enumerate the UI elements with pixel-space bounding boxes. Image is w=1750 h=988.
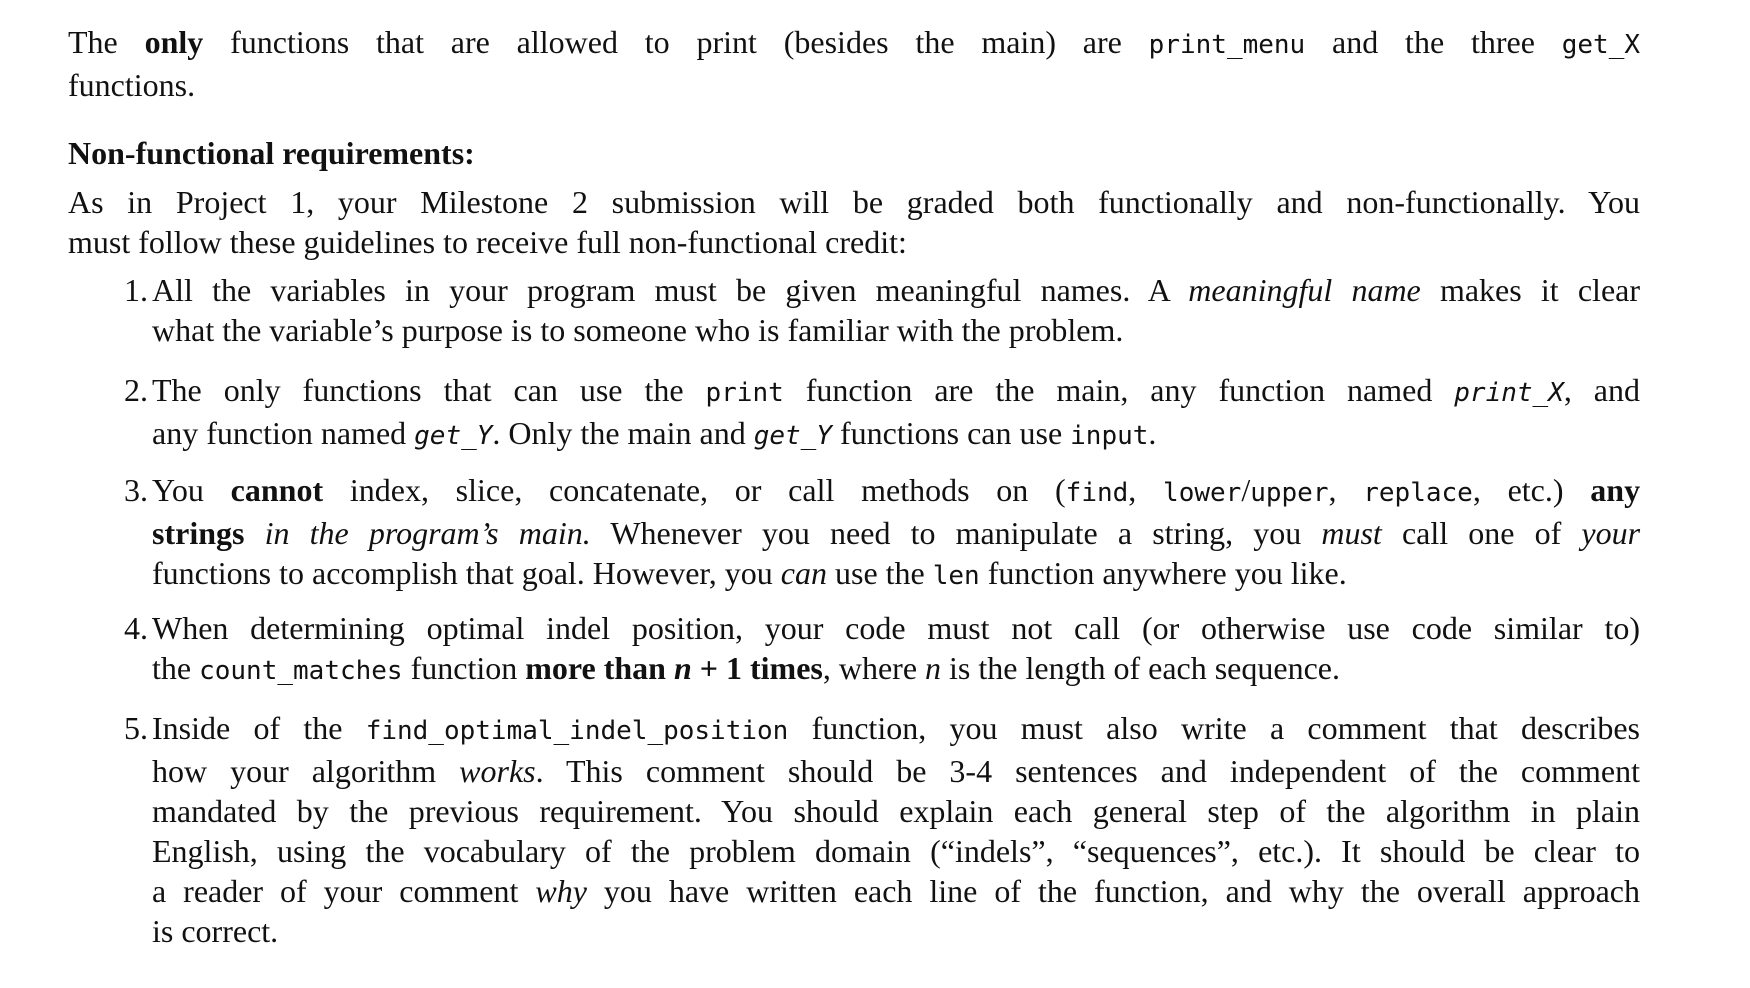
code-input: input xyxy=(1070,421,1149,451)
list-number: 5. xyxy=(124,710,148,746)
item-line: mandated by the previous requirement. You should explain each general step of the algorithm in plain xyxy=(152,793,1640,829)
code-count-matches: count_matches xyxy=(199,656,403,686)
item-emphasis: must xyxy=(1321,515,1382,551)
list-item-text xyxy=(152,470,1640,596)
item-text-run: . This comment should be 3-4 sentences and independent of the comment xyxy=(535,753,1641,789)
item-text-run: function, you must also write a comment that describes xyxy=(788,710,1641,746)
item-text-run: use the xyxy=(827,555,933,591)
item-emphasis: + 1 xyxy=(691,650,742,686)
item-text-run: functions can use xyxy=(831,415,1071,451)
item-line xyxy=(152,513,1640,553)
math-n: n xyxy=(925,650,942,686)
code-print: print xyxy=(705,378,784,408)
item-line xyxy=(152,708,1640,751)
item-text-run: functions to accomplish that goal. However, you xyxy=(152,555,781,591)
item-text-run: . Only the main and xyxy=(492,415,754,451)
intro-emphasis: only xyxy=(144,24,204,60)
item-text-run: call one of xyxy=(1381,515,1582,551)
item-emphasis: your xyxy=(1581,515,1641,551)
item-emphasis: times xyxy=(742,650,823,686)
intro-text: functions that are allowed to print (besides the main) are xyxy=(203,24,1149,60)
item-line xyxy=(152,871,1640,911)
list-number: 1. xyxy=(124,272,148,308)
item-text-run: , and xyxy=(1563,372,1641,408)
item-line xyxy=(152,648,1640,691)
list-item xyxy=(108,608,1640,688)
code-get-y: get_Y xyxy=(753,421,832,451)
item-text-run: Inside of the xyxy=(152,710,366,746)
list-item-text xyxy=(152,270,1640,350)
item-text-run: When determining optimal indel position, your code must not call (or otherwise use code similar to) xyxy=(152,610,1640,646)
intro-requirements-paragraph xyxy=(68,182,1640,262)
item-text-run: function are the main, any function named xyxy=(783,372,1455,408)
code-get-x: get_X xyxy=(1561,30,1641,60)
item-text-run: you have written each line of the function, and why the overall approach xyxy=(586,873,1641,909)
item-text-run: function xyxy=(402,650,526,686)
item-text-run: / xyxy=(1241,472,1251,508)
intro-line-2 xyxy=(68,65,1640,105)
item-line xyxy=(152,608,1640,648)
item-emphasis: cannot xyxy=(230,472,324,508)
item-text-run: the xyxy=(152,650,200,686)
section-heading: Non-functional requirements: xyxy=(68,135,475,171)
item-line xyxy=(152,751,1640,791)
item-text-run: what the variable’s purpose is to someone who is familiar with the problem. xyxy=(152,312,1124,348)
item-line: English, using the vocabulary of the problem domain (“indels”, “sequences”, etc.). It should be clear to xyxy=(152,833,1640,869)
item-text-run: . xyxy=(1148,415,1157,451)
item-emphasis: strings xyxy=(152,515,245,551)
code-len: len xyxy=(932,561,980,591)
item-text-run: index, slice, concatenate, or call methods on ( xyxy=(323,472,1066,508)
item-text-run: , xyxy=(1328,472,1364,508)
math-n: n xyxy=(673,650,692,686)
code-get-y: get_Y xyxy=(414,421,493,451)
item-text-run: You xyxy=(152,472,231,508)
item-text-run: is the length of each sequence. xyxy=(941,650,1340,686)
list-item-text xyxy=(152,708,1640,951)
code-replace: replace xyxy=(1363,478,1473,508)
para-line-1: As in Project 1, your Milestone 2 submission will be graded both functionally and non-functionally. You xyxy=(68,184,1640,220)
code-print-x: print_X xyxy=(1454,378,1564,408)
item-line xyxy=(152,270,1640,310)
item-text-run: a reader of your comment xyxy=(152,873,536,909)
item-emphasis: meaningful name xyxy=(1188,272,1421,308)
intro-text: and the three xyxy=(1305,24,1562,60)
list-item xyxy=(108,708,1640,948)
list-number: 2. xyxy=(124,372,148,408)
item-line xyxy=(152,413,1640,456)
item-line xyxy=(152,553,1640,596)
item-line xyxy=(152,370,1640,413)
intro-line-1 xyxy=(68,22,1640,65)
intro-text: The xyxy=(68,24,145,60)
item-text-run: makes it clear xyxy=(1420,272,1641,308)
item-line xyxy=(152,310,1640,350)
item-emphasis: can xyxy=(780,555,827,591)
item-text-run: function anywhere you like. xyxy=(979,555,1347,591)
para-line-2: must follow these guidelines to receive full non-functional credit: xyxy=(68,224,907,260)
item-text-run: , xyxy=(1128,472,1164,508)
list-item xyxy=(108,470,1640,590)
code-lower: lower xyxy=(1163,478,1242,508)
item-emphasis: works xyxy=(459,753,536,789)
code-print-menu: print_menu xyxy=(1148,30,1306,60)
list-item-text xyxy=(152,370,1640,456)
item-text-run: Whenever you need to manipulate a string, you xyxy=(590,515,1322,551)
item-emphasis: why xyxy=(535,873,587,909)
item-emphasis: in the program’s main. xyxy=(244,515,591,551)
list-number: 3. xyxy=(124,472,148,508)
list-item xyxy=(108,370,1640,450)
list-item-text xyxy=(152,608,1640,691)
item-text-run: any function named xyxy=(152,415,415,451)
item-emphasis: any xyxy=(1590,472,1641,508)
item-line xyxy=(152,470,1640,513)
item-text-run: All the variables in your program must be given meaningful names. A xyxy=(152,272,1189,308)
item-text-run: The only functions that can use the xyxy=(152,372,706,408)
item-emphasis: more than xyxy=(525,650,674,686)
intro-text: functions. xyxy=(68,67,196,103)
code-find-optimal-indel-position: find_optimal_indel_position xyxy=(365,716,789,746)
item-line: is correct. xyxy=(152,913,279,949)
item-text-run: , etc.) xyxy=(1472,472,1591,508)
code-upper: upper xyxy=(1250,478,1329,508)
list-number: 4. xyxy=(124,610,148,646)
item-text-run: how your algorithm xyxy=(152,753,460,789)
code-find: find xyxy=(1065,478,1129,508)
item-text-run: , where xyxy=(822,650,926,686)
intro-paragraph xyxy=(68,22,1640,105)
list-item xyxy=(108,270,1640,350)
